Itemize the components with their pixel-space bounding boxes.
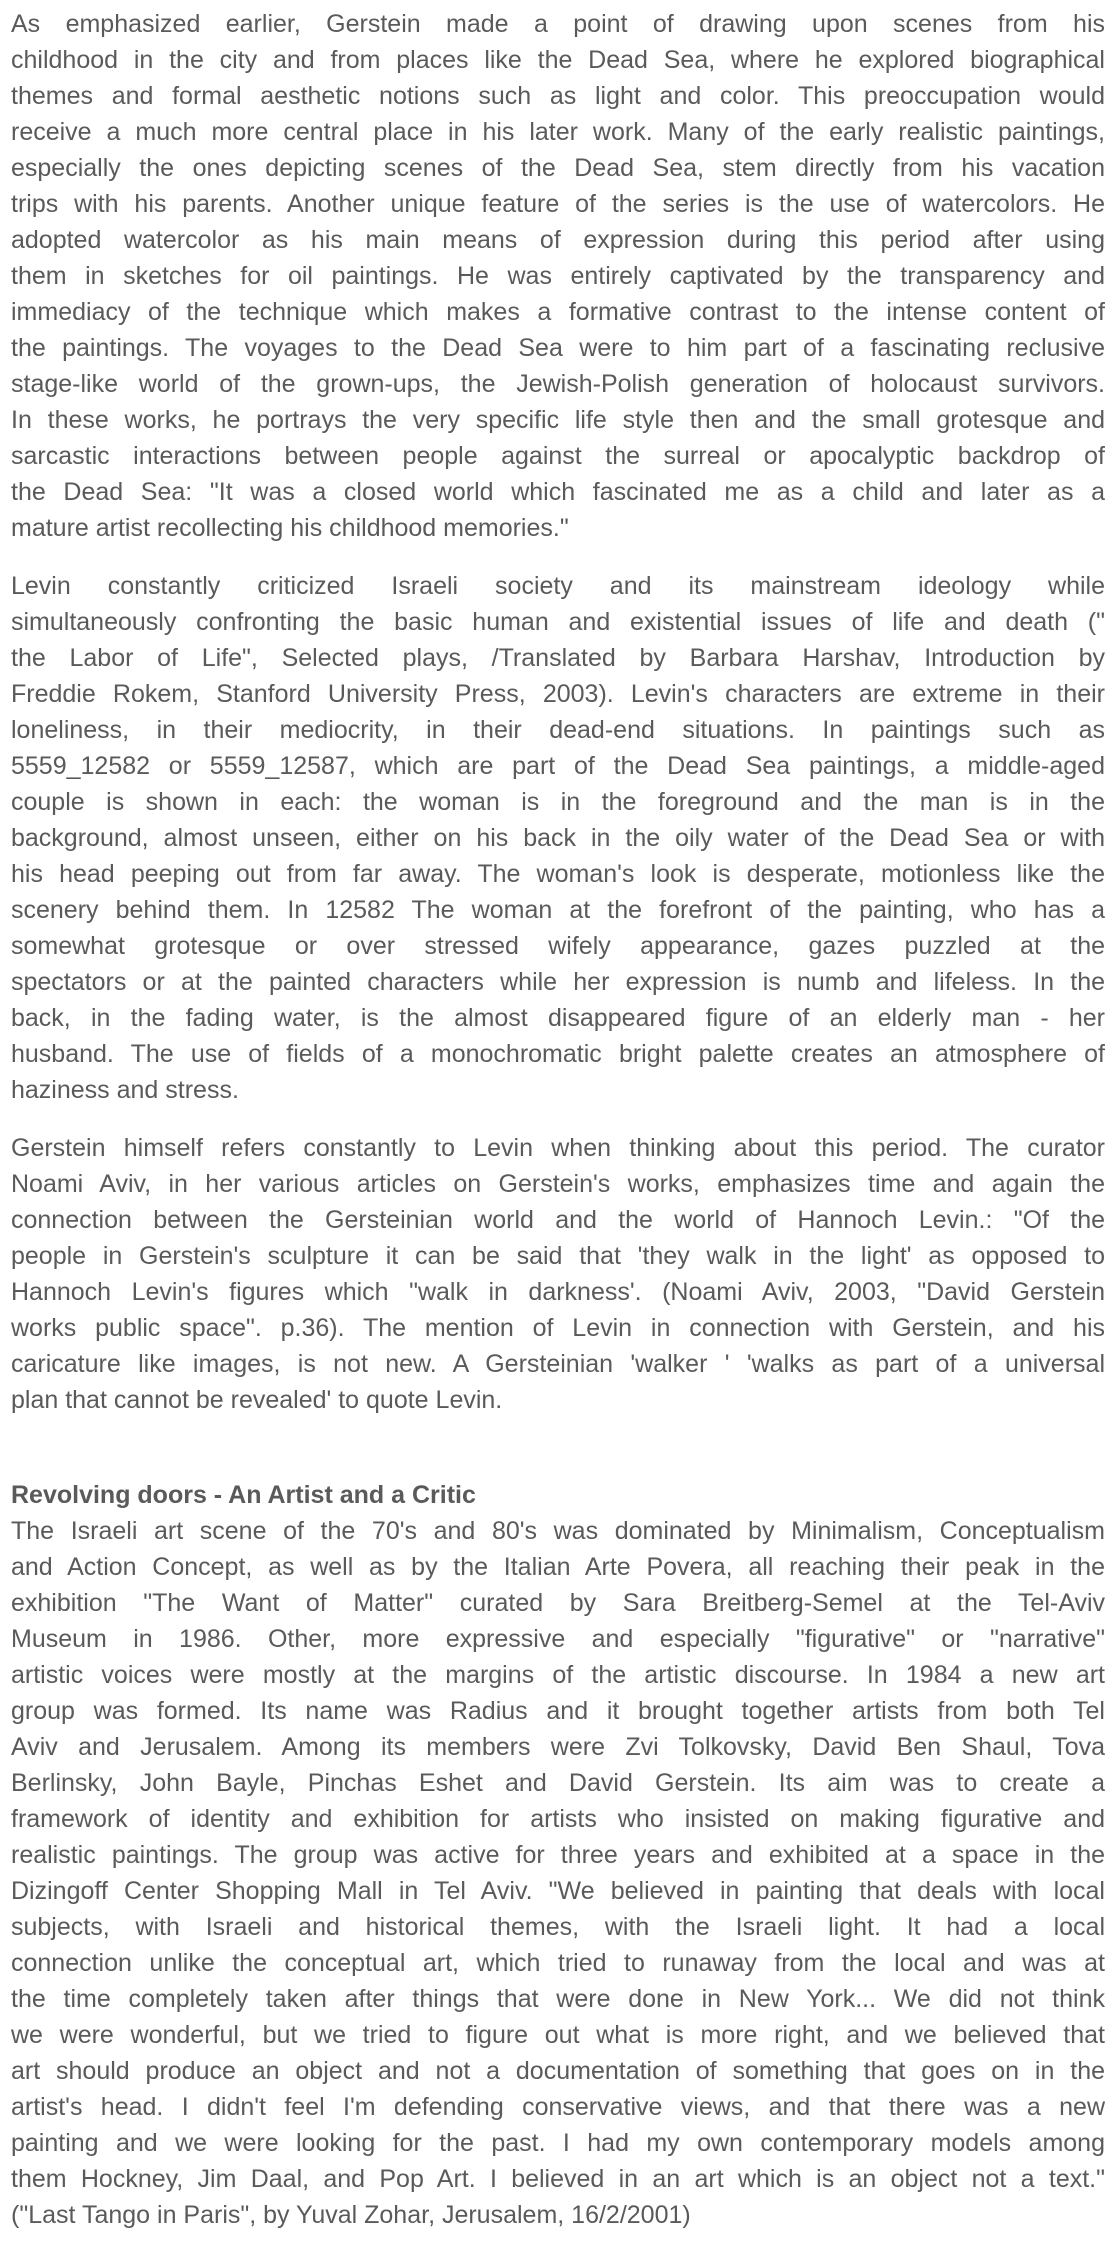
text-line: 5559_12582 or 5559_12587, which are part of the Dead Sea paintings, a middle-aged [11, 752, 1105, 780]
text-line: the Dead Sea: "It was a closed world which fascinated me as a child and later as a [11, 478, 1105, 506]
text-line: especially the ones depicting scenes of the Dead Sea, stem directly from his vacation [11, 154, 1105, 182]
text-line: framework of identity and exhibition for artists who insisted on making figurative and [11, 1805, 1105, 1833]
text-line: The Israeli art scene of the 70's and 80's was dominated by Minimalism, Conceptualism [11, 1517, 1105, 1545]
text-line: Dizingoff Center Shopping Mall in Tel Aviv. "We believed in painting that deals with local [11, 1877, 1105, 1905]
text-line: Museum in 1986. Other, more expressive and especially "figurative" or "narrative" [11, 1625, 1105, 1653]
text-line: artist's head. I didn't feel I'm defending conservative views, and that there was a new [11, 2093, 1105, 2121]
text-line: immediacy of the technique which makes a formative contrast to the intense content of [11, 298, 1105, 326]
paragraph-revolving-doors [11, 1513, 1105, 2233]
section-heading: Revolving doors - An Artist and a Critic [11, 1481, 476, 1509]
text-line: Berlinsky, John Bayle, Pinchas Eshet and David Gerstein. Its aim was to create a [11, 1769, 1105, 1797]
text-line: themes and formal aesthetic notions such as light and color. This preoccupation would [11, 82, 1105, 110]
text-line: caricature like images, is not new. A Gersteinian 'walker ' 'walks as part of a universal [11, 1350, 1105, 1378]
text-line: we were wonderful, but we tried to figure out what is more right, and we believed that [11, 2021, 1105, 2049]
text-line: receive a much more central place in his later work. Many of the early realistic paintings, [11, 118, 1105, 146]
text-line: art should produce an object and not a documentation of something that goes on in the [11, 2057, 1105, 2085]
text-line: Freddie Rokem, Stanford University Press, 2003). Levin's characters are extreme in their [11, 680, 1105, 708]
text-line: Gerstein himself refers constantly to Levin when thinking about this period. The curator [11, 1134, 1105, 1162]
document-body [11, 6, 1105, 2233]
text-line: ("Last Tango in Paris", by Yuval Zohar, Jerusalem, 16/2/2001) [11, 2201, 691, 2229]
text-line: painting and we were looking for the past. I had my own contemporary models among [11, 2129, 1105, 2157]
text-line: spectators or at the painted characters while her expression is numb and lifeless. In the [11, 968, 1105, 996]
text-line: Noami Aviv, in her various articles on Gerstein's works, emphasizes time and again the [11, 1170, 1105, 1198]
text-line: mature artist recollecting his childhood memories." [11, 514, 569, 542]
text-line: works public space". p.36). The mention of Levin in connection with Gerstein, and his [11, 1314, 1105, 1342]
text-line: stage-like world of the grown-ups, the Jewish-Polish generation of holocaust survivors. [11, 370, 1105, 398]
text-line: plan that cannot be revealed' to quote Levin. [11, 1386, 503, 1414]
text-line: background, almost unseen, either on his back in the oily water of the Dead Sea or with [11, 824, 1105, 852]
text-line: realistic paintings. The group was active for three years and exhibited at a space in the [11, 1841, 1105, 1869]
text-line: group was formed. Its name was Radius and it brought together artists from both Tel [11, 1697, 1105, 1725]
text-line: artistic voices were mostly at the margins of the artistic discourse. In 1984 a new art [11, 1661, 1105, 1689]
text-line: husband. The use of fields of a monochromatic bright palette creates an atmosphere of [11, 1040, 1105, 1068]
text-line: haziness and stress. [11, 1076, 239, 1104]
text-line: adopted watercolor as his main means of expression during this period after using [11, 226, 1105, 254]
text-line: Hannoch Levin's figures which "walk in darkness'. (Noami Aviv, 2003, "David Gerstein [11, 1278, 1105, 1306]
text-line: exhibition "The Want of Matter" curated by Sara Breitberg-Semel at the Tel-Aviv [11, 1589, 1105, 1617]
text-line: connection unlike the conceptual art, which tried to runaway from the local and was at [11, 1949, 1105, 1977]
text-line: simultaneously confronting the basic human and existential issues of life and death (" [11, 608, 1105, 636]
text-line: Aviv and Jerusalem. Among its members were Zvi Tolkovsky, David Ben Shaul, Tova [11, 1733, 1105, 1761]
text-line: and Action Concept, as well as by the Italian Arte Povera, all reaching their peak in the [11, 1553, 1105, 1581]
paragraph-levin [11, 568, 1105, 1108]
text-line: couple is shown in each: the woman is in the foreground and the man is in the [11, 788, 1105, 816]
text-line: the Labor of Life", Selected plays, /Translated by Barbara Harshav, Introduction by [11, 644, 1105, 672]
text-line: the paintings. The voyages to the Dead Sea were to him part of a fascinating reclusive [11, 334, 1105, 362]
text-line: them in sketches for oil paintings. He was entirely captivated by the transparency and [11, 262, 1105, 290]
paragraph-gersteinian-world [11, 1130, 1105, 1418]
text-line: loneliness, in their mediocrity, in their dead-end situations. In paintings such as [11, 716, 1105, 744]
text-line: scenery behind them. In 12582 The woman at the forefront of the painting, who has a [11, 896, 1105, 924]
text-line: childhood in the city and from places like the Dead Sea, where he explored biographical [11, 46, 1105, 74]
text-line: sarcastic interactions between people against the surreal or apocalyptic backdrop of [11, 442, 1105, 470]
text-line: Levin constantly criticized Israeli society and its mainstream ideology while [11, 572, 1105, 600]
text-line: them Hockney, Jim Daal, and Pop Art. I believed in an art which is an object not a text." [11, 2165, 1105, 2193]
text-line: somewhat grotesque or over stressed wifely appearance, gazes puzzled at the [11, 932, 1105, 960]
text-line: the time completely taken after things that were done in New York... We did not think [11, 1985, 1105, 2013]
text-line: subjects, with Israeli and historical themes, with the Israeli light. It had a local [11, 1913, 1105, 1941]
text-line: As emphasized earlier, Gerstein made a point of drawing upon scenes from his [11, 10, 1105, 38]
text-line: connection between the Gersteinian world and the world of Hannoch Levin.: "Of the [11, 1206, 1105, 1234]
text-line: back, in the fading water, is the almost disappeared figure of an elderly man - her [11, 1004, 1105, 1032]
text-line: trips with his parents. Another unique feature of the series is the use of watercolors. He [11, 190, 1105, 218]
text-line: In these works, he portrays the very specific life style then and the small grotesque and [11, 406, 1105, 434]
paragraph-dead-sea [11, 6, 1105, 546]
text-line: people in Gerstein's sculpture it can be said that 'they walk in the light' as opposed to [11, 1242, 1105, 1270]
text-line: his head peeping out from far away. The woman's look is desperate, motionless like the [11, 860, 1105, 888]
